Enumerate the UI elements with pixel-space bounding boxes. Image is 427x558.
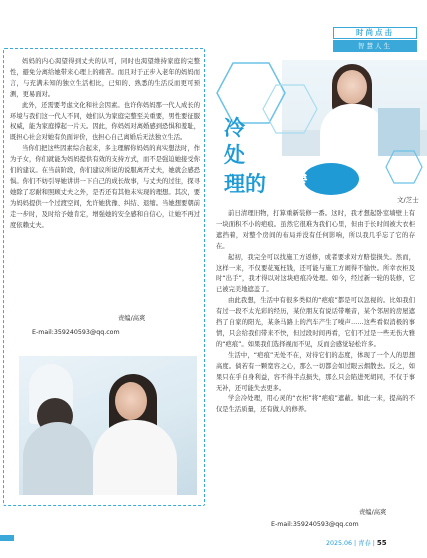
left-paragraph: 此外，还需要考虑文化和社会因素。也许你妈妈那一代人成长的环境与我们这一代人不同，她们认为家庭完整至关重要，男性要征服权威，能为家庭撑起一片天。因此，你妈妈对离婚感到恐惧和羞耻，既担心社会对她有负面评价，也担心自己离婚后无法独立生活。 — [10, 101, 200, 142]
page-number: 55 — [376, 539, 387, 547]
page-arrow-icon — [0, 535, 14, 541]
page-footer — [326, 538, 387, 547]
article-byline: 文/芝士 — [397, 196, 419, 204]
right-paragraph: 学会冷处理，用心灵的“衣柜”将“疤痕”遮蔽。如此一来，提高的不仅是生活质量，还有做人的修养。 — [216, 395, 415, 414]
article-title — [218, 112, 368, 202]
left-paragraph: 妈妈的内心渴望得到丈夫的认可，同时也渴望维持家庭的完整性，避免分离给她带来心理上的痛苦。而且对于正步入老年的妈妈而言，与充满未知的独立生活相比，已知的、熟悉的生活反而更可预测，更易面对。 — [10, 58, 200, 98]
title-line-2: 处 — [224, 142, 245, 167]
issue-label: 2025.06 | 青春 | — [326, 540, 375, 547]
title-line-3: 理的智慧 — [224, 171, 308, 196]
section-title: 时尚点击 — [333, 27, 417, 39]
title-line-1: 冷 — [224, 115, 245, 140]
section-subtitle: 智慧人生 — [333, 40, 417, 52]
right-paragraph: 起初，我完全可以找施工方返修，或者要求对方赔偿损失。然而，这样一来，不仅要花冤枉钱，还可能与施工方闹得不愉快。所幸衣柜及时“出手”，我才得以对这块疤痕冷处理。如今，经过新一轮的装修，它已被完美地遮盖了。 — [216, 253, 415, 294]
right-paragraph: 生活中，“疤痕”无处不在，对待它们的态度，体现了一个人的思想高度。倘若有一颗宽容之心，那么一切都会如过眼云烟散去。反之，如果只在乎自身利益，容不得半点损失，那么只会陷进死胡同，不仅于事无补，还可能失去更多。 — [216, 351, 415, 392]
left-paragraph: 当你们把这些因素综合起来，多主理解你妈妈的真实想法时，作为子女，你们就能为妈妈提供有效的支持方式，而不是强迫她接受你们的建议。在当前阶段，你们建议所说的说服离开丈夫，她就会感恐惧。你们不妨引导她讲讲一下自己的成长故事，与丈夫的过往，探寻她除了忍耐和照顾丈夫之外，是否还有其他未实现的理想。其次，要为妈妈提供一个过渡空间，允许她犹豫、纠结、退缩。当她想要朝前走一步时，及时给予她肯定，增强她的安全感和自信心，让她不再过度依赖丈夫。 — [10, 145, 200, 229]
right-article-text — [216, 209, 415, 416]
left-editor-credit: 责编/高爽 — [118, 315, 146, 322]
left-article-text — [10, 57, 200, 232]
left-photo-couple — [19, 356, 197, 495]
title-highlight-blob — [302, 162, 360, 196]
right-paragraph: 前日清理旧物，打算重新装修一番。这时，我才想起卧室墙壁上有一块面积不小的疤痕。虽然它很难为我们心里，但由于长时间被大衣柜遮挡着，对整个房间的布局并没有任何影响，所以我几乎忘了它的存在。 — [216, 210, 415, 250]
right-editor-credit: 责编/高爽 — [359, 509, 387, 516]
right-paragraph: 由此我想，生活中有很多类似的“疤痕”都是可以忽视的。比如我们有过一段不太光彩的经历，某位朋友有说话带喉音，某个邻居的房屋遮挡了自家的阳光，某条马路上的汽车产生了噪声……这些看似消极的事情，只会给我们带来不快，但过段时间再看，它们不过是一些无伤大雅的“疤痕”。如果我们选择视而不见，反而会感觉轻松许多。 — [216, 297, 415, 348]
right-editor-email: E-mail:359240593@qq.com — [271, 521, 359, 528]
section-badge — [333, 27, 417, 54]
hexagon-decoration-icon — [385, 150, 423, 184]
left-editor-email: E-mail:359240593@qq.com — [32, 329, 120, 336]
left-column — [0, 0, 212, 558]
